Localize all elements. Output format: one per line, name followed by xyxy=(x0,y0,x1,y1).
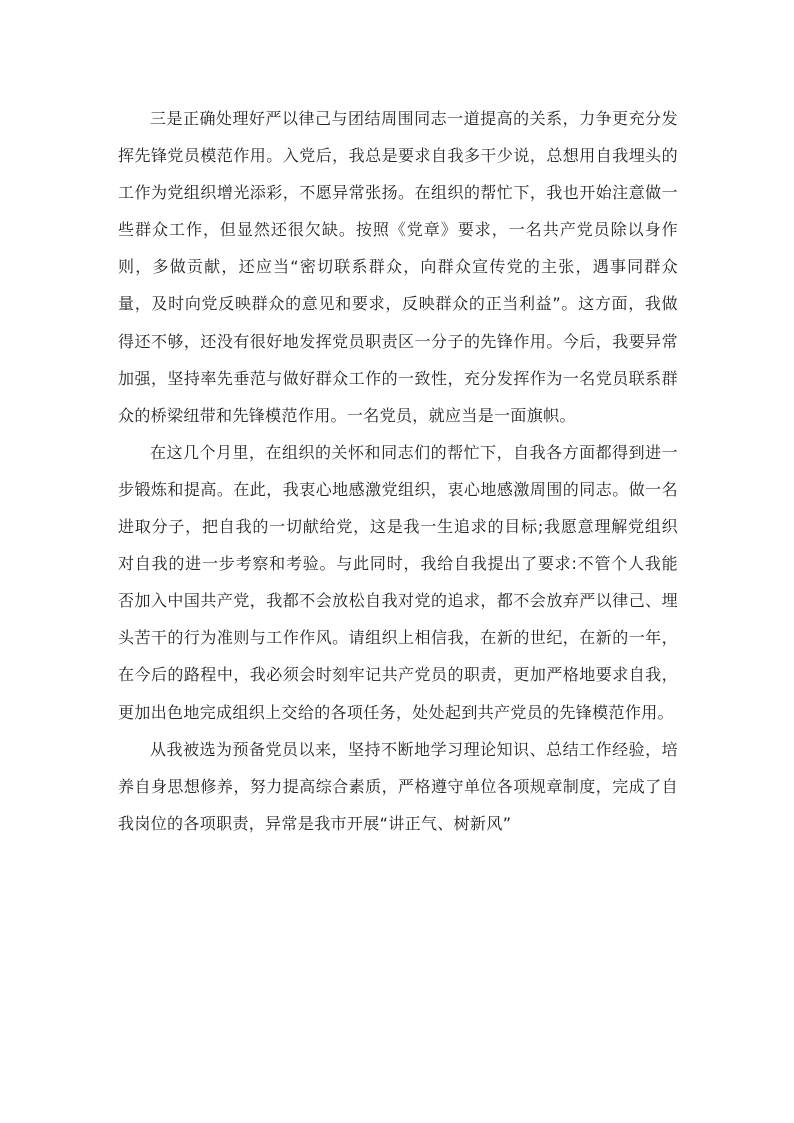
document-body xyxy=(118,100,678,842)
paragraph-1: 三是正确处理好严以律己与团结周围同志一道提高的关系，力争更充分发挥先锋党员模范作用。入党后，我总是要求自我多干少说，总想用自我埋头的工作为党组织增光添彩，不愿异常张扬。在组织的帮忙下，我也开始注意做一些群众工作，但显然还很欠缺。按照《党章》要求，一名共产党员除以身作则，多做贡献，还应当“密切联系群众，向群众宣传党的主张，遇事同群众量，及时向党反映群众的意见和要求，反映群众的正当利益”。这方面，我做得还不够，还没有很好地发挥党员职责区一分子的先锋作用。今后，我要异常加强，坚持率先垂范与做好群众工作的一致性，充分发挥作为一名党员联系群众的桥梁纽带和先锋模范作用。一名党员，就应当是一面旗帜。 xyxy=(118,109,678,425)
paragraph-2: 在这几个月里，在组织的关怀和同志们的帮忙下，自我各方面都得到进一步锻炼和提高。在此，我衷心地感激党组织，衷心地感激周围的同志。做一名进取分子，把自我的一切献给党，这是我一生追求的目标;我愿意理解党组织对自我的进一步考察和考验。与此同时，我给自我提出了要求:不管个人我能否加入中国共产党，我都不会放松自我对党的追求，都不会放弃严以律己、埋头苦干的行为准则与工作作风。请组织上相信我，在新的世纪，在新的一年，在今后的路程中，我必须会时刻牢记共产党员的职责，更加严格地要求自我，更加出色地完成组织上交给的各项任务，处处起到共产党员的先锋模范作用。 xyxy=(118,442,678,722)
paragraph-3: 从我被选为预备党员以来，坚持不断地学习理论知识、总结工作经验，培养自身思想修养，努力提高综合素质，严格遵守单位各项规章制度，完成了自我岗位的各项职责，异常是我市开展“讲正气、树新风” xyxy=(118,739,678,833)
